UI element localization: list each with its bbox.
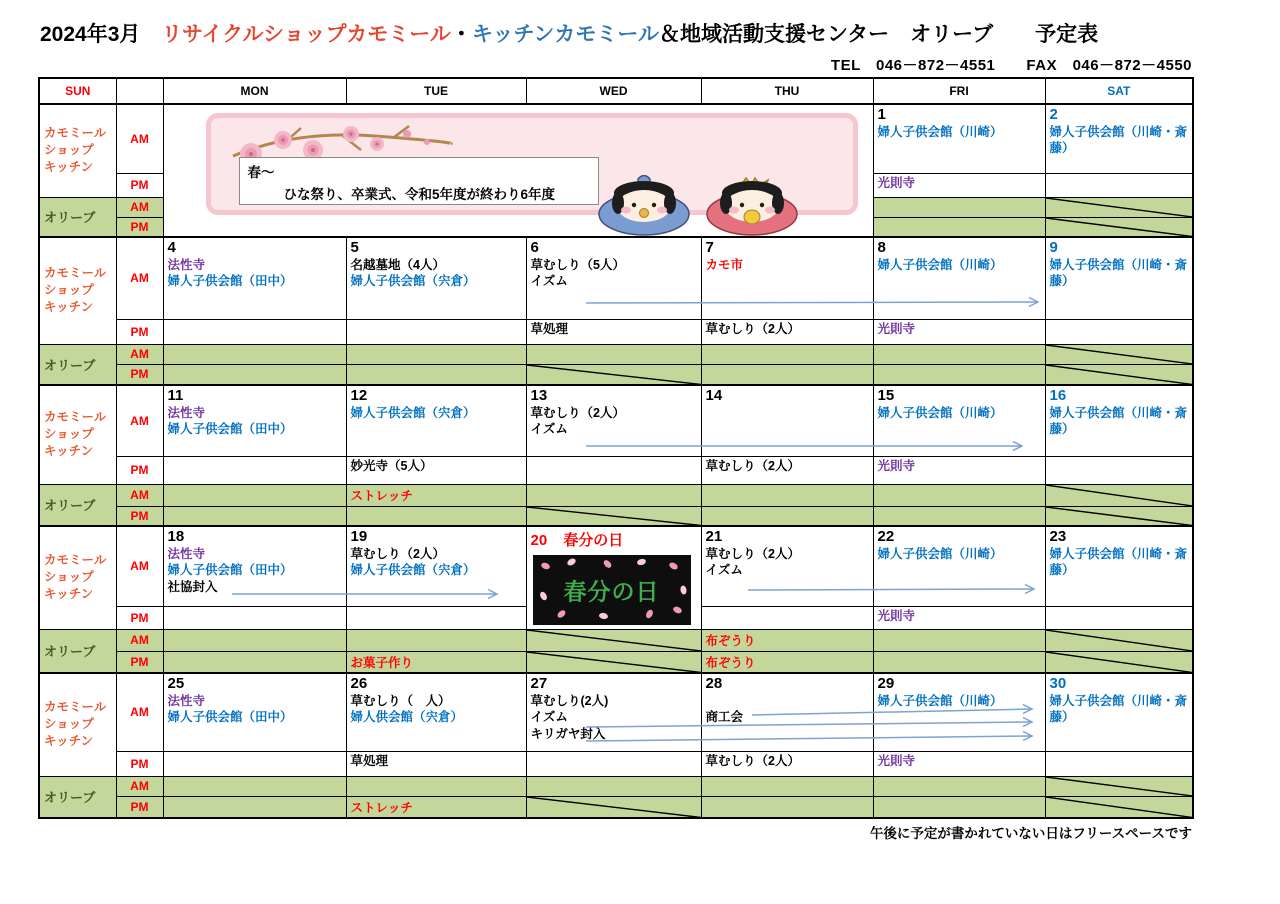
cell-w2-tue-olive-am	[346, 344, 526, 364]
ampm-label-am: AM	[116, 237, 163, 319]
ampm-label-pm: PM	[116, 456, 163, 484]
cell-w4-wed-holiday	[526, 526, 701, 629]
kamomile-label-line: キッチン	[44, 444, 94, 459]
cell-w2-fri-olive-am	[873, 344, 1045, 364]
row-label-kamomile	[39, 673, 116, 776]
cell-w4-tue-pm	[346, 606, 526, 629]
cell-w5-tue-am	[346, 673, 526, 751]
day-number: 20	[530, 532, 548, 549]
row-label-olive: オリーブ	[39, 344, 116, 385]
event-text: 法性寺	[167, 258, 206, 272]
banner-textbox	[239, 157, 599, 205]
ampm-label-pm: PM	[116, 319, 163, 344]
event-text: 婦人子供会館（田中）	[167, 422, 293, 437]
cell-w4-mon-olive-pm	[163, 651, 346, 673]
cell-w3-thu-am	[701, 385, 873, 456]
cell-w3-fri-olive-am	[873, 484, 1045, 506]
event-text: 草むしり（2人）	[350, 547, 445, 561]
weekday-header-sat: SAT	[1045, 78, 1193, 104]
row-label-olive: オリーブ	[39, 776, 116, 818]
ampm-label-pm: PM	[116, 651, 163, 673]
cell-w1-fri-pm	[873, 173, 1045, 197]
cell-w5-thu-pm	[701, 751, 873, 776]
cell-w1-sat-pm	[1045, 173, 1193, 197]
day-number: 29	[877, 675, 895, 692]
weekday-header-wed: WED	[526, 78, 701, 104]
event-text: 婦人子供会館（川崎）	[877, 547, 1003, 561]
cell-w3-tue-olive-am: ストレッチ	[346, 484, 526, 506]
event-text: カモ市	[705, 258, 744, 272]
cell-w4-sat-pm	[1045, 606, 1193, 629]
cell-w2-thu-pm	[701, 319, 873, 344]
day-number: 15	[877, 387, 895, 404]
event-text: イズム	[530, 274, 568, 289]
ampm-label-am: AM	[116, 629, 163, 651]
week1-banner-cell	[163, 104, 873, 237]
day-number: 30	[1049, 675, 1067, 692]
cell-w5-wed-olive-pm	[526, 796, 701, 818]
male-hina-doll	[599, 176, 689, 236]
cell-w1-sat-am	[1045, 104, 1193, 173]
banner-line1: 春～	[247, 165, 275, 180]
cell-w2-mon-olive-am	[163, 344, 346, 364]
row-label-kamomile	[39, 237, 116, 344]
ampm-label-pm: PM	[116, 217, 163, 237]
day-number: 22	[877, 528, 895, 545]
event-text: 婦人子供会館（田中）	[167, 563, 293, 578]
event-text: イズム	[530, 422, 568, 437]
contact-info: TEL 046－872－4551 FAX 046－872－4550	[830, 57, 1192, 74]
cell-w4-wed-olive-am	[526, 629, 701, 651]
day-number: 28	[705, 675, 723, 692]
day-number: 18	[167, 528, 185, 545]
cell-w3-thu-olive-am	[701, 484, 873, 506]
day-number: 13	[530, 387, 548, 404]
ampm-label-pm: PM	[116, 751, 163, 776]
cell-w4-fri-olive-pm	[873, 651, 1045, 673]
cell-w3-mon-am	[163, 385, 346, 456]
cell-w5-sat-am	[1045, 673, 1193, 751]
event-text: 婦人子供会館（川崎）	[877, 125, 1003, 139]
cell-w2-sat-olive-pm	[1045, 364, 1193, 385]
kamomile-label-line: カモミール	[44, 126, 107, 141]
day-number: 19	[350, 528, 368, 545]
cell-w5-wed-pm	[526, 751, 701, 776]
row-label-olive: オリーブ	[39, 484, 116, 526]
cell-w5-wed-olive-am	[526, 776, 701, 796]
cell-w5-sat-pm	[1045, 751, 1193, 776]
event-text: 草むしり（2人）	[705, 547, 800, 561]
day-number: 27	[530, 675, 548, 692]
weekday-header-blank	[116, 78, 163, 104]
cell-w5-sat-olive-am	[1045, 776, 1193, 796]
day-number: 7	[705, 239, 714, 256]
event-text: 草むしり（2人）	[530, 406, 625, 420]
kamomile-label-line: ショップ	[44, 283, 94, 298]
cell-w4-sat-am	[1045, 526, 1193, 606]
event-text: イズム	[530, 710, 568, 725]
cell-w5-sat-olive-pm	[1045, 796, 1193, 818]
event-text: 婦人子供会館（川崎・斎藤）	[1049, 258, 1188, 289]
cell-w4-thu-olive-am: 布ぞうり	[701, 629, 873, 651]
ampm-label-pm: PM	[116, 173, 163, 197]
event-text: 光則寺	[877, 321, 916, 336]
cell-w3-sat-olive-am	[1045, 484, 1193, 506]
event-text: 婦人子供会館（田中）	[167, 274, 293, 289]
day-number: 5	[350, 239, 359, 256]
event-text: イズム	[705, 563, 743, 578]
female-hina-doll	[707, 178, 797, 235]
event-text: 法性寺	[167, 694, 206, 708]
day-number: 14	[705, 387, 723, 404]
day-number: 12	[350, 387, 368, 404]
page-title	[40, 18, 1098, 48]
cell-w2-wed-am	[526, 237, 701, 319]
event-text: 草むしり(2人)	[530, 694, 609, 708]
cell-w4-mon-pm	[163, 606, 346, 629]
cell-w2-wed-olive-pm	[526, 364, 701, 385]
title-space	[140, 23, 161, 46]
event-text: 草むしり（ 人）	[350, 694, 451, 708]
banner-line2: ひな祭り、卒業式、令和5年度が終わり6年度	[283, 187, 556, 202]
title-shop1: リサイクルショップカモミール	[161, 23, 451, 46]
event-text: 婦人子供会館（川崎・斎藤）	[1049, 406, 1188, 437]
cell-w3-thu-olive-pm	[701, 506, 873, 526]
event-text: 草処理	[350, 753, 389, 768]
kamomile-label-line: カモミール	[44, 410, 107, 425]
cell-w5-thu-olive-pm	[701, 796, 873, 818]
ampm-label-am: AM	[116, 197, 163, 217]
event-text: 婦人子供会館（川崎）	[877, 406, 1003, 420]
title-shop2: キッチンカモミール	[471, 23, 659, 46]
event-text: キリガヤ封入	[530, 726, 606, 741]
ampm-label-pm: PM	[116, 506, 163, 526]
cell-w5-fri-olive-am	[873, 776, 1045, 796]
kamomile-label-line: カモミール	[44, 700, 107, 715]
cell-w2-fri-pm	[873, 319, 1045, 344]
event-text: 婦人子供会館（川崎）	[877, 258, 1003, 272]
cell-w5-tue-pm	[346, 751, 526, 776]
cell-w4-tue-olive-am	[346, 629, 526, 651]
cell-w3-wed-olive-pm	[526, 506, 701, 526]
event-text: 婦人子供会館（宍倉）	[350, 274, 476, 289]
cell-w5-mon-am	[163, 673, 346, 751]
cell-w5-mon-pm	[163, 751, 346, 776]
holiday-label: 春分の日	[563, 532, 624, 549]
kamomile-label-line: キッチン	[44, 734, 94, 749]
cell-w5-mon-olive-pm	[163, 796, 346, 818]
cell-w2-tue-pm	[346, 319, 526, 344]
event-text: 草むしり（2人）	[705, 458, 800, 473]
day-number: 21	[705, 528, 723, 545]
cell-w3-sat-pm	[1045, 456, 1193, 484]
day-number: 25	[167, 675, 185, 692]
day-number: 1	[877, 106, 886, 123]
ampm-label-am: AM	[116, 385, 163, 456]
cell-w3-tue-pm	[346, 456, 526, 484]
event-text: 草むしり（5人）	[530, 258, 625, 272]
cell-w2-tue-am	[346, 237, 526, 319]
cell-w2-sat-olive-am	[1045, 344, 1193, 364]
holiday-image-text: 春分の日	[563, 578, 660, 605]
row-label-kamomile	[39, 104, 116, 197]
cell-w3-tue-am	[346, 385, 526, 456]
cell-w3-wed-am	[526, 385, 701, 456]
ampm-label-am: AM	[116, 484, 163, 506]
ampm-label-pm: PM	[116, 364, 163, 385]
day-number: 23	[1049, 528, 1067, 545]
row-label-kamomile	[39, 526, 116, 629]
kamomile-label-line: カモミール	[44, 553, 107, 568]
row-label-olive: オリーブ	[39, 629, 116, 673]
ampm-label-pm: PM	[116, 606, 163, 629]
day-number: 2	[1049, 106, 1058, 123]
hina-dolls-icon	[596, 175, 802, 237]
cell-w4-thu-am	[701, 526, 873, 606]
day-number: 8	[877, 239, 886, 256]
event-text: 光則寺	[877, 608, 916, 623]
cell-w2-wed-pm	[526, 319, 701, 344]
cell-w2-fri-am	[873, 237, 1045, 319]
cell-w4-mon-am	[163, 526, 346, 606]
event-text: 婦人子供会館（川崎・斎藤）	[1049, 694, 1188, 725]
cell-w4-tue-am	[346, 526, 526, 606]
cell-w2-thu-olive-pm	[701, 364, 873, 385]
cell-w3-fri-am	[873, 385, 1045, 456]
cell-w4-tue-olive-pm: お菓子作り	[346, 651, 526, 673]
kamomile-label-line: ショップ	[44, 143, 94, 158]
cell-w4-fri-am	[873, 526, 1045, 606]
kamomile-label-line: ショップ	[44, 717, 94, 732]
cell-w3-mon-pm	[163, 456, 346, 484]
cell-w3-fri-pm	[873, 456, 1045, 484]
cell-w5-tue-olive-pm: ストレッチ	[346, 796, 526, 818]
shunbun-no-hi-image	[533, 555, 691, 625]
event-text: 婦人子供会館（宍倉）	[350, 406, 476, 420]
cell-w1-sat-olive-am	[1045, 197, 1193, 217]
event-text: 草むしり（2人）	[705, 321, 800, 336]
cell-w2-thu-am	[701, 237, 873, 319]
schedule-table	[38, 77, 1194, 819]
cell-w5-fri-pm	[873, 751, 1045, 776]
cell-w5-fri-olive-pm	[873, 796, 1045, 818]
cell-w4-thu-olive-pm: 布ぞうり	[701, 651, 873, 673]
weekday-header-thu: THU	[701, 78, 873, 104]
cell-w3-mon-olive-pm	[163, 506, 346, 526]
kamomile-label-line: ショップ	[44, 570, 94, 585]
day-number: 6	[530, 239, 539, 256]
event-text: 法性寺	[167, 406, 206, 420]
kamomile-label-line: ショップ	[44, 427, 94, 442]
cell-w1-sat-olive-pm	[1045, 217, 1193, 237]
weekday-header-fri: FRI	[873, 78, 1045, 104]
weekday-header-mon: MON	[163, 78, 346, 104]
cell-w5-mon-olive-am	[163, 776, 346, 796]
event-text: 法性寺	[167, 547, 206, 561]
holiday-heading	[531, 528, 697, 550]
cell-w2-mon-am	[163, 237, 346, 319]
event-text: 婦人子供会館（川崎・斎藤）	[1049, 125, 1188, 156]
cell-w3-wed-pm	[526, 456, 701, 484]
event-text: 草むしり（2人）	[705, 753, 800, 768]
cell-w4-thu-pm	[701, 606, 873, 629]
cell-w5-wed-am	[526, 673, 701, 751]
cell-w2-mon-olive-pm	[163, 364, 346, 385]
title-rest: ＆地域活動支援センター オリーブ 予定表	[659, 23, 1099, 46]
cell-w5-tue-olive-am	[346, 776, 526, 796]
cell-w1-fri-am	[873, 104, 1045, 173]
cell-w1-fri-olive-am	[873, 197, 1045, 217]
kamomile-label-line: カモミール	[44, 266, 107, 281]
cell-w4-sat-olive-am	[1045, 629, 1193, 651]
day-number: 4	[167, 239, 176, 256]
ampm-label-am: AM	[116, 526, 163, 606]
day-number: 16	[1049, 387, 1067, 404]
kamomile-label-line: キッチン	[44, 587, 94, 602]
cell-w3-fri-olive-pm	[873, 506, 1045, 526]
event-text: 商工会	[705, 710, 744, 724]
event-text: 婦人子供会館（川崎・斎藤）	[1049, 547, 1188, 578]
event-text: 光則寺	[877, 458, 916, 473]
footer-note: 午後に予定が書かれていない日はフリースペースです	[869, 826, 1192, 841]
day-number: 26	[350, 675, 368, 692]
cell-w2-sat-pm	[1045, 319, 1193, 344]
cell-w4-mon-olive-am	[163, 629, 346, 651]
title-month: 2024年3月	[40, 23, 141, 46]
cell-w3-mon-olive-am	[163, 484, 346, 506]
ampm-label-am: AM	[116, 104, 163, 173]
event-text: 社協封入	[167, 579, 218, 594]
day-number: 9	[1049, 239, 1058, 256]
day-number: 11	[167, 387, 184, 404]
weekday-header-sun: SUN	[39, 78, 116, 104]
cell-w5-thu-olive-am	[701, 776, 873, 796]
cell-w3-tue-olive-pm	[346, 506, 526, 526]
cell-w2-tue-olive-pm	[346, 364, 526, 385]
cell-w3-wed-olive-am	[526, 484, 701, 506]
event-text: 光則寺	[877, 753, 916, 768]
weekday-header-tue: TUE	[346, 78, 526, 104]
event-text: 婦人子供会館（川崎）	[877, 694, 1003, 708]
event-text: 妙光寺（5人）	[350, 458, 433, 473]
cell-w4-wed-olive-pm	[526, 651, 701, 673]
ampm-label-pm: PM	[116, 796, 163, 818]
cell-w1-fri-olive-pm	[873, 217, 1045, 237]
event-text: 光則寺	[877, 175, 916, 190]
event-text: 婦人子供会館（田中）	[167, 710, 293, 725]
event-text: 名越墓地（4人）	[350, 258, 445, 272]
event-text: 草処理	[530, 321, 569, 336]
kamomile-label-line: キッチン	[44, 300, 94, 315]
cell-w5-fri-am	[873, 673, 1045, 751]
cell-w3-thu-pm	[701, 456, 873, 484]
cell-w4-sat-olive-pm	[1045, 651, 1193, 673]
ampm-label-am: AM	[116, 673, 163, 751]
cell-w3-sat-am	[1045, 385, 1193, 456]
cell-w2-thu-olive-am	[701, 344, 873, 364]
cell-w4-fri-olive-am	[873, 629, 1045, 651]
cell-w3-sat-olive-pm	[1045, 506, 1193, 526]
title-separator: ・	[450, 23, 472, 46]
cell-w2-sat-am	[1045, 237, 1193, 319]
cell-w5-thu-am	[701, 673, 873, 751]
event-text: 婦人子供会館（宍倉）	[350, 563, 476, 578]
ampm-label-am: AM	[116, 776, 163, 796]
cell-w2-mon-pm	[163, 319, 346, 344]
event-text: 婦人供会館（宍倉）	[350, 710, 464, 725]
ampm-label-am: AM	[116, 344, 163, 364]
cell-w2-fri-olive-pm	[873, 364, 1045, 385]
cell-w2-wed-olive-am	[526, 344, 701, 364]
row-label-kamomile	[39, 385, 116, 484]
kamomile-label-line: キッチン	[44, 160, 94, 175]
cell-w4-fri-pm	[873, 606, 1045, 629]
row-label-olive: オリーブ	[39, 197, 116, 237]
